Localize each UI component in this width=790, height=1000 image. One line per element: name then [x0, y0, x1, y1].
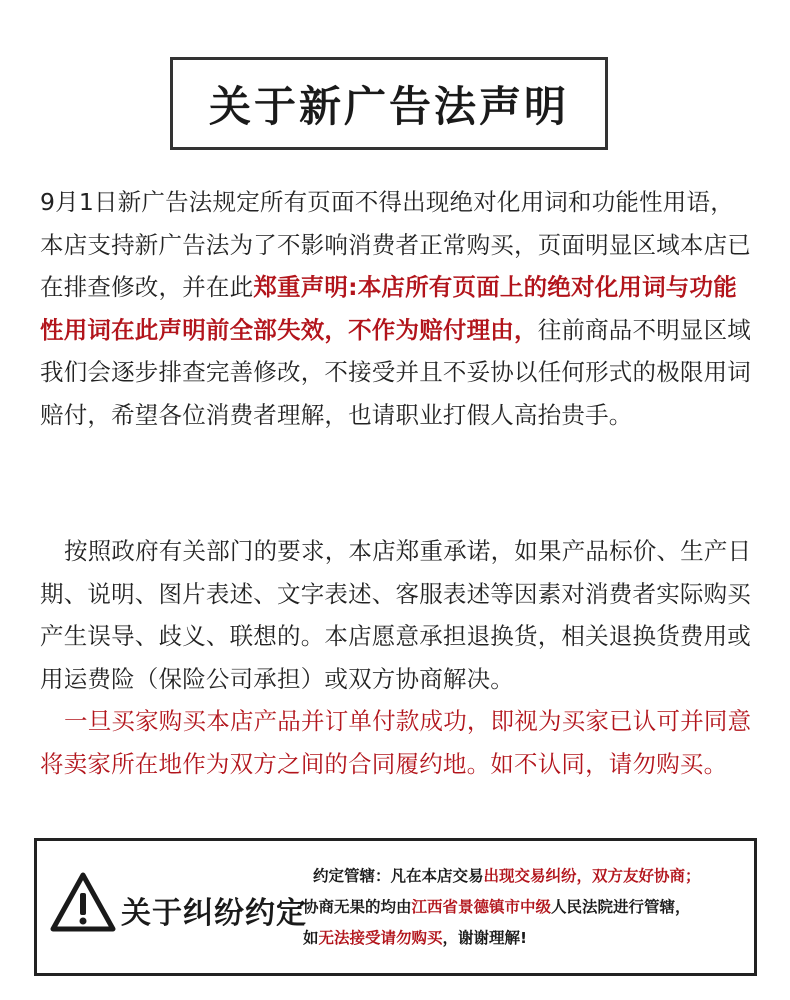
notice-line-1: [303, 861, 755, 892]
title-box: [170, 57, 608, 150]
dispute-notice-box: [34, 838, 757, 976]
statement-paragraph: [40, 181, 756, 436]
notice-line-1-highlight: 出现交易纠纷，双方友好协商；: [483, 867, 701, 885]
notice-line-1-text: 约定管辖：凡在本店交易: [313, 867, 484, 885]
notice-line-2-text-b: 人民法院进行管辖，: [551, 898, 691, 916]
statement-highlight: 郑重声明:本店所有页面上的绝对化用词与功能性用词在此声明前全部失效，不作为赔付理由，: [40, 273, 737, 344]
notice-line-3-text: 如: [303, 929, 319, 947]
contract-paragraph: 一旦买家购买本店产品并订单付款成功，即视为买家已认可并同意将卖家所在地作为双方之间的合同履约地。如不认同，请勿购买。: [40, 707, 752, 778]
notice-line-2: [303, 892, 755, 923]
notice-line-2-highlight: 江西省景德镇市中级: [411, 898, 552, 916]
notice-lines: [303, 861, 755, 954]
statement-text-1: 9月1日新广告法规定所有页面不得出现绝对化用词和功能性用语，本店支持新广告法为了不影响消费者正常购买，页面明显区域本店已在排查修改，并在此: [40, 188, 751, 301]
notice-line-3-highlight: 无法接受请勿购买: [318, 929, 443, 947]
commitment-paragraph: 按照政府有关部门的要求，本店郑重承诺，如果产品标价、生产日期、说明、图片表述、文字表述、客服表述等因素对消费者实际购买产生误导、歧义、联想的。本店愿意承担退换货，相关退换货费用或用运费险（保险公司承担）或双方协商解决。: [40, 537, 752, 693]
page-title: 关于新广告法声明: [208, 81, 569, 131]
statement-text-2: 往前商品不明显区域我们会逐步排查完善修改，不接受并且不妥协以任何形式的极限用词赔付，希望各位消费者理解，也请职业打假人高抬贵手。: [40, 315, 752, 429]
notice-line-3: [303, 923, 755, 954]
notice-line-3-text-b: ，谢谢理解!: [442, 929, 528, 947]
notice-line-2-text: 协商无果的均由: [303, 898, 412, 916]
notice-title: 关于纠纷约定: [121, 896, 307, 931]
warning-triangle-icon: [49, 871, 117, 933]
